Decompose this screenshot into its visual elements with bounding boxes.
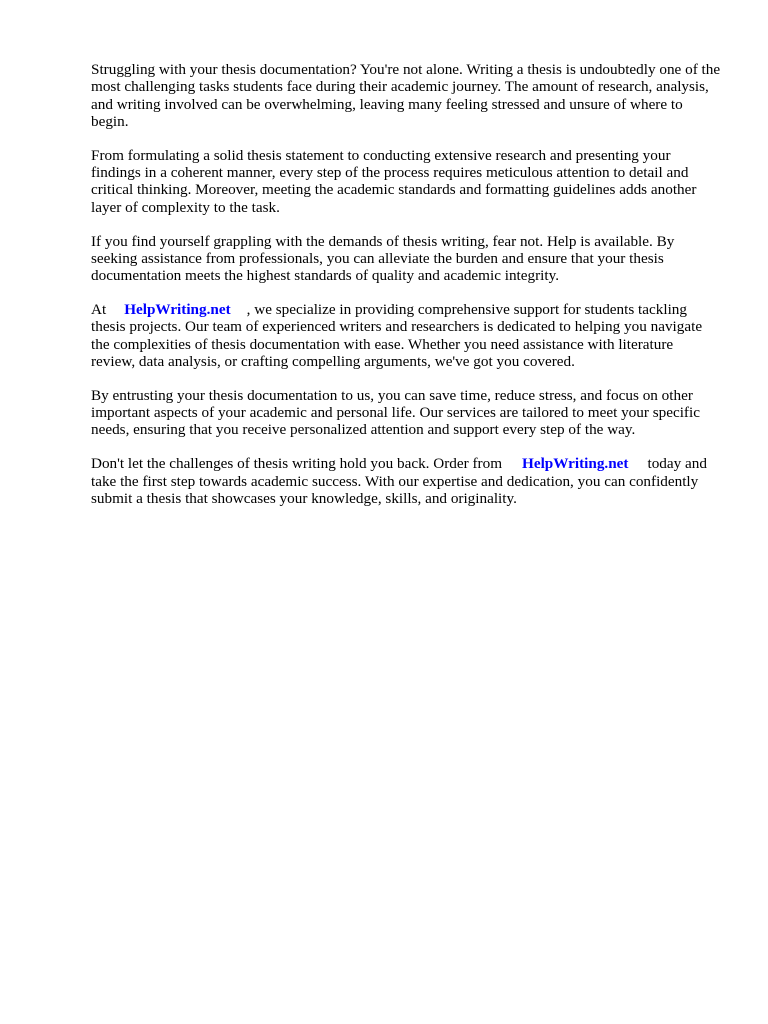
helpwriting-order-link[interactable]: HelpWriting.net xyxy=(522,455,629,473)
paragraph-services xyxy=(91,301,721,370)
paragraph-services-rest: , we specialize in providing comprehensive support for students tackling thesis projects. Our team of experienced writers and researchers is dedicated to helping you navigate the complexities of thesis documentation with ease. Whether you need assistance with literature review, data analysis, or crafting compelling arguments, we've got you covered. xyxy=(91,301,703,370)
paragraph-help-available: If you find yourself grappling with the demands of thesis writing, fear not. Help is available. By seeking assistance from professionals, you can alleviate the burden and ensure that your thesis documentation meets the highest standards of quality and academic integrity. xyxy=(91,232,675,285)
paragraph-services-lead: At xyxy=(91,301,107,319)
paragraph-benefits: By entrusting your thesis documentation to us, you can save time, reduce stress, and focus on other important aspects of your academic and personal life. Our services are tailored to meet your specific needs, ensuring that you receive personalized attention and support every step of the way. xyxy=(91,386,700,439)
paragraph-process: From formulating a solid thesis statement to conducting extensive research and presenting your findings in a coherent manner, every step of the process requires meticulous attention to detail and critical thinking. Moreover, meeting the academic standards and formatting guidelines adds another layer of complexity to the task. xyxy=(91,146,697,216)
paragraph-cta-rest: today and take the first step towards academic success. With our expertise and dedication, you can confidently submit a thesis that showcases your knowledge, skills, and originality. xyxy=(91,455,707,507)
paragraph-intro: Struggling with your thesis documentation? You're not alone. Writing a thesis is undoubtedly one of the most challenging tasks students face during their academic journey. The amount of research, analysis, and writing involved can be overwhelming, leaving many feeling stressed and unsure of where to begin. xyxy=(91,61,721,130)
document-body xyxy=(91,61,721,524)
paragraph-cta-lead: Don't let the challenges of thesis writing hold you back. Order from xyxy=(91,455,503,473)
paragraph-call-to-action xyxy=(91,455,721,507)
helpwriting-link[interactable]: HelpWriting.net xyxy=(124,301,231,319)
